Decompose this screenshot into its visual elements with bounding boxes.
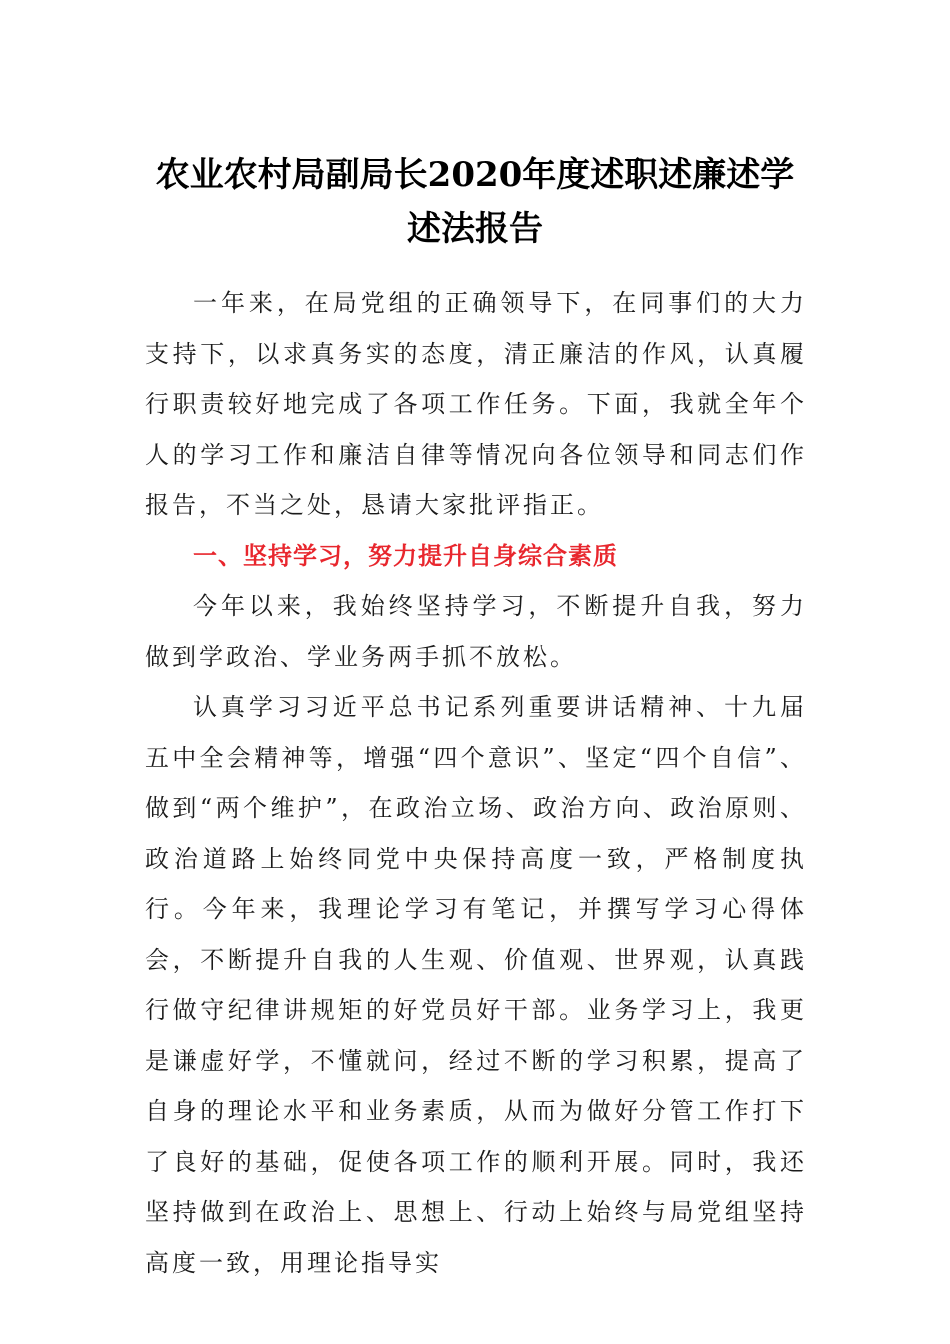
document-body [145, 278, 807, 1288]
section-heading-1: 一、坚持学习，努力提升自身综合素质 [193, 541, 618, 570]
title-line-1: 农业农村局副局长2020年度述职述廉述学 [155, 155, 795, 195]
section-1-paragraph-1: 今年以来，我始终坚持学习，不断提升自我，努力做到学政治、学业务两手抓不放松。 [145, 592, 807, 671]
intro-paragraph: 一年来，在局党组的正确领导下，在同事们的大力支持下，以求真务实的态度，清正廉洁的作风，认真履行职责较好地完成了各项工作任务。下面，我就全年个人的学习工作和廉洁自律等情况向各位领导和同志们作报告，不当之处，恳请大家批评指正。 [145, 289, 807, 519]
section-1-paragraph-2: 认真学习习近平总书记系列重要讲话精神、十九届五中全会精神等，增强“四个意识”、坚定“四个自信”、做到“两个维护”，在政治立场、政治方向、政治原则、政治道路上始终同党中央保持高度一致，严格制度执行。今年来，我理论学习有笔记，并撰写学习心得体会，不断提升自我的人生观、价值观、世界观，认真践行做守纪律讲规矩的好党员好干部。业务学习上，我更是谦虚好学，不懂就问，经过不断的学习积累，提高了自身的理论水平和业务素质，从而为做好分管工作打下了良好的基础，促使各项工作的顺利开展。同时，我还坚持做到在政治上、思想上、行动上始终与局党组坚持高度一致，用理论指导实 [145, 693, 807, 1277]
title-line-2: 述法报告 [407, 209, 543, 249]
document-title [100, 148, 850, 256]
